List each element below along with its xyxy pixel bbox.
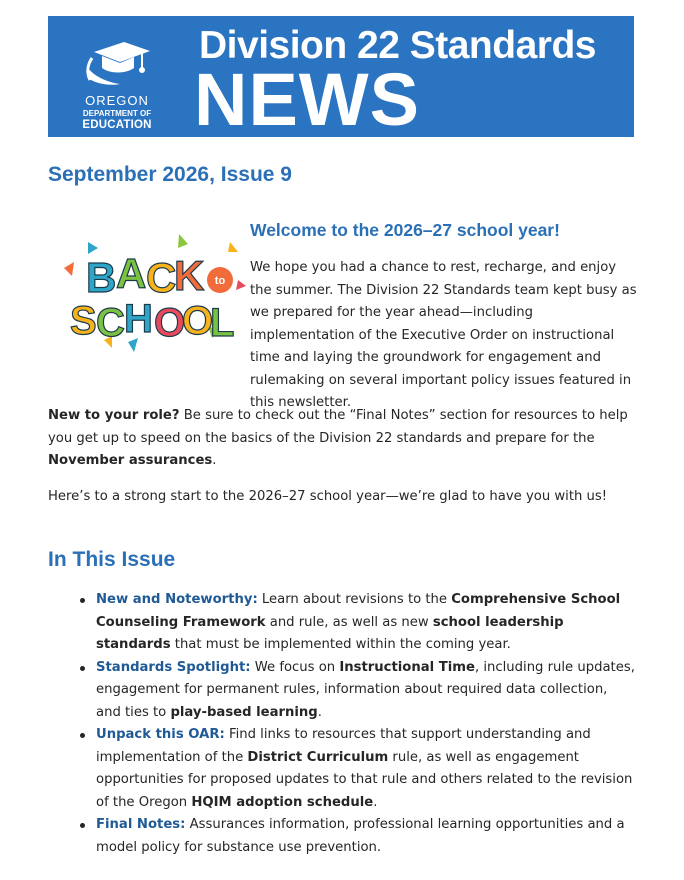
item-text: that must be implemented within the coming year.	[170, 637, 511, 652]
logo-education: EDUCATION	[82, 119, 152, 131]
item-text: , including rule updates, engagement for permanent rules, information about required data collection, and ties to	[96, 659, 635, 720]
item-bold: District Curriculum	[247, 749, 389, 765]
logo-department: DEPARTMENT OF	[82, 109, 152, 118]
in-this-issue-title: In This Issue	[48, 548, 176, 571]
graduation-cap-icon	[80, 38, 152, 90]
item-bold: Comprehensive School Counseling Framework	[96, 592, 621, 630]
illustration-letter: L	[210, 301, 235, 345]
illustration-letter: C	[146, 254, 177, 301]
welcome-title: Welcome to the 2026–27 school year!	[250, 220, 560, 240]
november-assurances: November assurances	[48, 453, 213, 468]
illustration-letter: O	[154, 301, 186, 345]
item-lead[interactable]: Standards Spotlight:	[96, 659, 251, 675]
newsletter-banner	[48, 16, 634, 137]
item-text: .	[373, 794, 378, 810]
list-item	[96, 589, 636, 657]
item-text: Learn about revisions to the	[257, 592, 452, 607]
item-lead[interactable]: Unpack this OAR:	[96, 727, 225, 742]
new-to-role-lead: New to your role?	[48, 408, 180, 423]
welcome-text: We hope you had a chance to rest, recharge, and enjoy the summer. The Division 22 Standards team kept busy as we prepared for the year ahead—including implementation of the Executive Order on instructional time and laying the groundwork for engagement and rulemaking on several important policy issues featured in this newsletter.	[250, 260, 637, 410]
new-to-role-text: Be sure to check out the “Final Notes” section for resources to help you get up to speed on the basics of the Division 22 standards and prepare for the	[48, 408, 628, 446]
item-text: .	[317, 704, 322, 720]
illustration-letter: B	[86, 254, 117, 301]
item-bold: play-based learning	[170, 704, 318, 720]
item-text: Assurances information, professional learning opportunities and a model policy for substance use prevention.	[96, 817, 625, 855]
item-lead[interactable]: Final Notes:	[96, 817, 186, 832]
item-bold: school leadership standards	[96, 614, 564, 652]
new-to-role-paragraph	[48, 405, 644, 473]
list-item	[96, 657, 636, 725]
illustration-letter: A	[116, 250, 147, 297]
new-to-role-end: .	[212, 453, 217, 468]
back-to-school-illustration	[58, 222, 248, 372]
issue-title: September 2026, Issue 9	[48, 163, 292, 186]
logo-state-name: OREGON	[85, 93, 149, 108]
illustration-letter: H	[124, 297, 153, 341]
list-item	[96, 814, 636, 859]
issue-list	[96, 589, 636, 859]
illustration-to: to	[214, 275, 226, 287]
item-text: We focus on	[250, 659, 340, 675]
illustration-letter: S	[70, 299, 97, 343]
illustration-letter: C	[96, 301, 125, 345]
item-bold: HQIM adoption schedule	[191, 794, 374, 810]
item-text: and rule, as well as new	[265, 614, 433, 630]
strong-start-paragraph: Here’s to a strong start to the 2026–27 school year—we’re glad to have you with us!	[48, 489, 608, 504]
list-item	[96, 724, 636, 814]
item-text: rule, as well as engagement opportunities for proposed updates to that rule and others related to the revision of the Oregon	[96, 749, 633, 810]
item-bold: Instructional Time	[339, 659, 475, 675]
item-text: Find links to resources that support understanding and implementation of the	[96, 727, 591, 765]
item-lead[interactable]: New and Noteworthy:	[96, 592, 258, 607]
banner-news: NEWS	[194, 58, 420, 137]
illustration-letter: K	[174, 252, 205, 299]
illustration-letter: O	[182, 299, 214, 343]
banner-title: Division 22 Standards	[199, 24, 596, 67]
